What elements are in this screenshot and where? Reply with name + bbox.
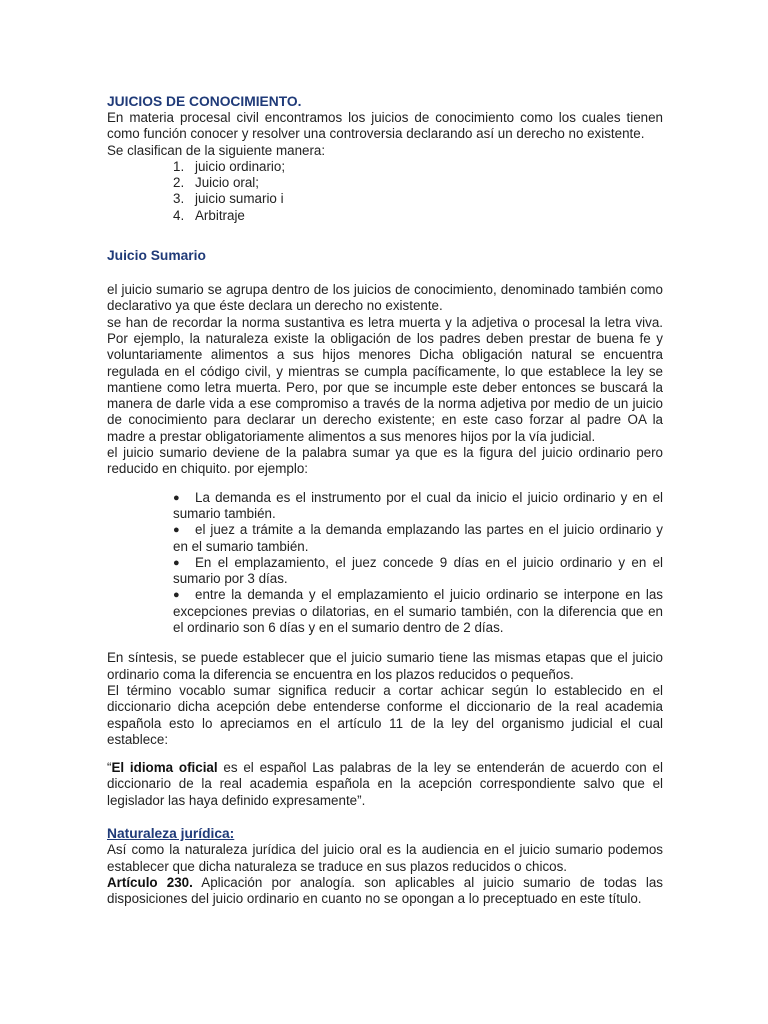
list-number: 3. <box>173 191 185 207</box>
list-item <box>107 522 663 555</box>
term-paragraph: El término vocablo sumar significa reducir a cortar achicar según lo establecido en el diccionario dicha acepción debe entenderse conforme el diccionario de la real academia española esto lo apreciamos en el artículo 11 de la ley del organismo judicial el cual establece: <box>107 682 663 747</box>
article-paragraph <box>107 875 663 908</box>
list-item <box>107 208 663 224</box>
section-heading-naturaleza-juridica: Naturaleza jurídica: <box>107 825 235 841</box>
list-item <box>107 587 663 636</box>
quote-bold: El idioma oficial <box>111 760 218 776</box>
list-number: 1. <box>173 158 185 174</box>
bullet-icon: ● <box>173 524 180 537</box>
list-item <box>107 159 663 175</box>
list-item <box>107 175 663 191</box>
synthesis-paragraph: En síntesis, se puede establecer que el juicio sumario tiene las mismas etapas que el juicio ordinario coma la diferencia se encuentra en los plazos reducidos o pequeños. <box>107 650 663 682</box>
article-text: Aplicación por analogía. son aplicables al juicio sumario de todas las disposiciones del juicio ordinario en cuanto no se opongan a lo preceptuado en este título. <box>107 874 663 907</box>
list-item <box>107 191 663 207</box>
sumario-paragraph-3: el juicio sumario deviene de la palabra sumar ya que es la figura del juicio ordinario pero reducido en chiquito. por ejemplo: <box>107 445 663 477</box>
list-item-label: Arbitraje <box>195 207 245 223</box>
bullet-icon: ● <box>173 556 180 569</box>
article-number: Artículo 230. <box>107 874 193 890</box>
bullet-icon: ● <box>173 589 180 602</box>
bullet-text: En el emplazamiento, el juez concede 9 días en el juicio ordinario y en el sumario por 3 días. <box>173 554 663 587</box>
quote-paragraph <box>107 760 663 809</box>
quote-open: “ <box>107 760 112 776</box>
page-title: JUICIOS DE CONOCIMIENTO. <box>107 94 302 109</box>
quote-text: es el español Las palabras de la ley se entenderán de acuerdo con el diccionario de la real academia española en la acepción correspondiente salvo que el legislador las haya definido expresamente”. <box>107 760 663 808</box>
section-heading-juicio-sumario: Juicio Sumario <box>107 248 206 264</box>
sumario-paragraph-2: se han de recordar la norma sustantiva es letra muerta y la adjetiva o procesal la letra viva. Por ejemplo, la naturaleza existe la obligación de los padres deben prestar de buena fe y voluntariamente alimentos a sus hijos menores Dicha obligación natural se encuentra regulada en el código civil, y mientras se cumpla pacíficamente, lo que establece la ley se mantiene como letra muerta. Pero, por que se incumple este deber entonces se buscará la manera de darle vida a ese compromiso a través de la norma adjetiva por medio de un juicio de conocimiento para declarar un derecho existente; en este caso forzar al padre OA la madre a prestar obligatoriamente alimentos a sus menores hijos por la vía judicial. <box>107 314 663 444</box>
list-item <box>107 555 663 588</box>
bullet-text: el juez a trámite a la demanda emplazando las partes en el juicio ordinario y en el sumario también. <box>173 522 663 554</box>
list-item-label: Juicio oral; <box>195 175 260 191</box>
list-item-label: juicio ordinario; <box>195 158 286 174</box>
list-number: 4. <box>173 207 185 223</box>
document-page <box>107 93 663 907</box>
list-number: 2. <box>173 175 185 191</box>
sumario-paragraph-1: el juicio sumario se agrupa dentro de los juicios de conocimiento, denominado también como declarativo ya que éste declara un derecho no existente. <box>107 282 663 314</box>
list-item <box>107 490 663 523</box>
types-list <box>107 159 663 224</box>
intro-paragraph: En materia procesal civil encontramos los juicios de conocimiento como los cuales tienen como función conocer y resolver una controversia declarando así un derecho no existente. <box>107 110 663 142</box>
classify-line: Se clasifican de la siguiente manera: <box>107 142 326 158</box>
examples-list <box>107 490 663 637</box>
bullet-text: La demanda es el instrumento por el cual da inicio el juicio ordinario y en el sumario también. <box>173 489 663 521</box>
naturaleza-paragraph: Así como la naturaleza jurídica del juicio oral es la audiencia en el juicio sumario podemos establecer que dicha naturaleza se traduce en sus plazos reducidos o chicos. <box>107 842 663 874</box>
bullet-icon: ● <box>173 491 180 504</box>
list-item-label: juicio sumario i <box>195 191 284 207</box>
bullet-text: entre la demanda y el emplazamiento el juicio ordinario se interpone en las excepciones previas o dilatorias, en el sumario también, con la diferencia que en el ordinario son 6 días y en el sumario dentro de 2 días. <box>173 587 663 636</box>
